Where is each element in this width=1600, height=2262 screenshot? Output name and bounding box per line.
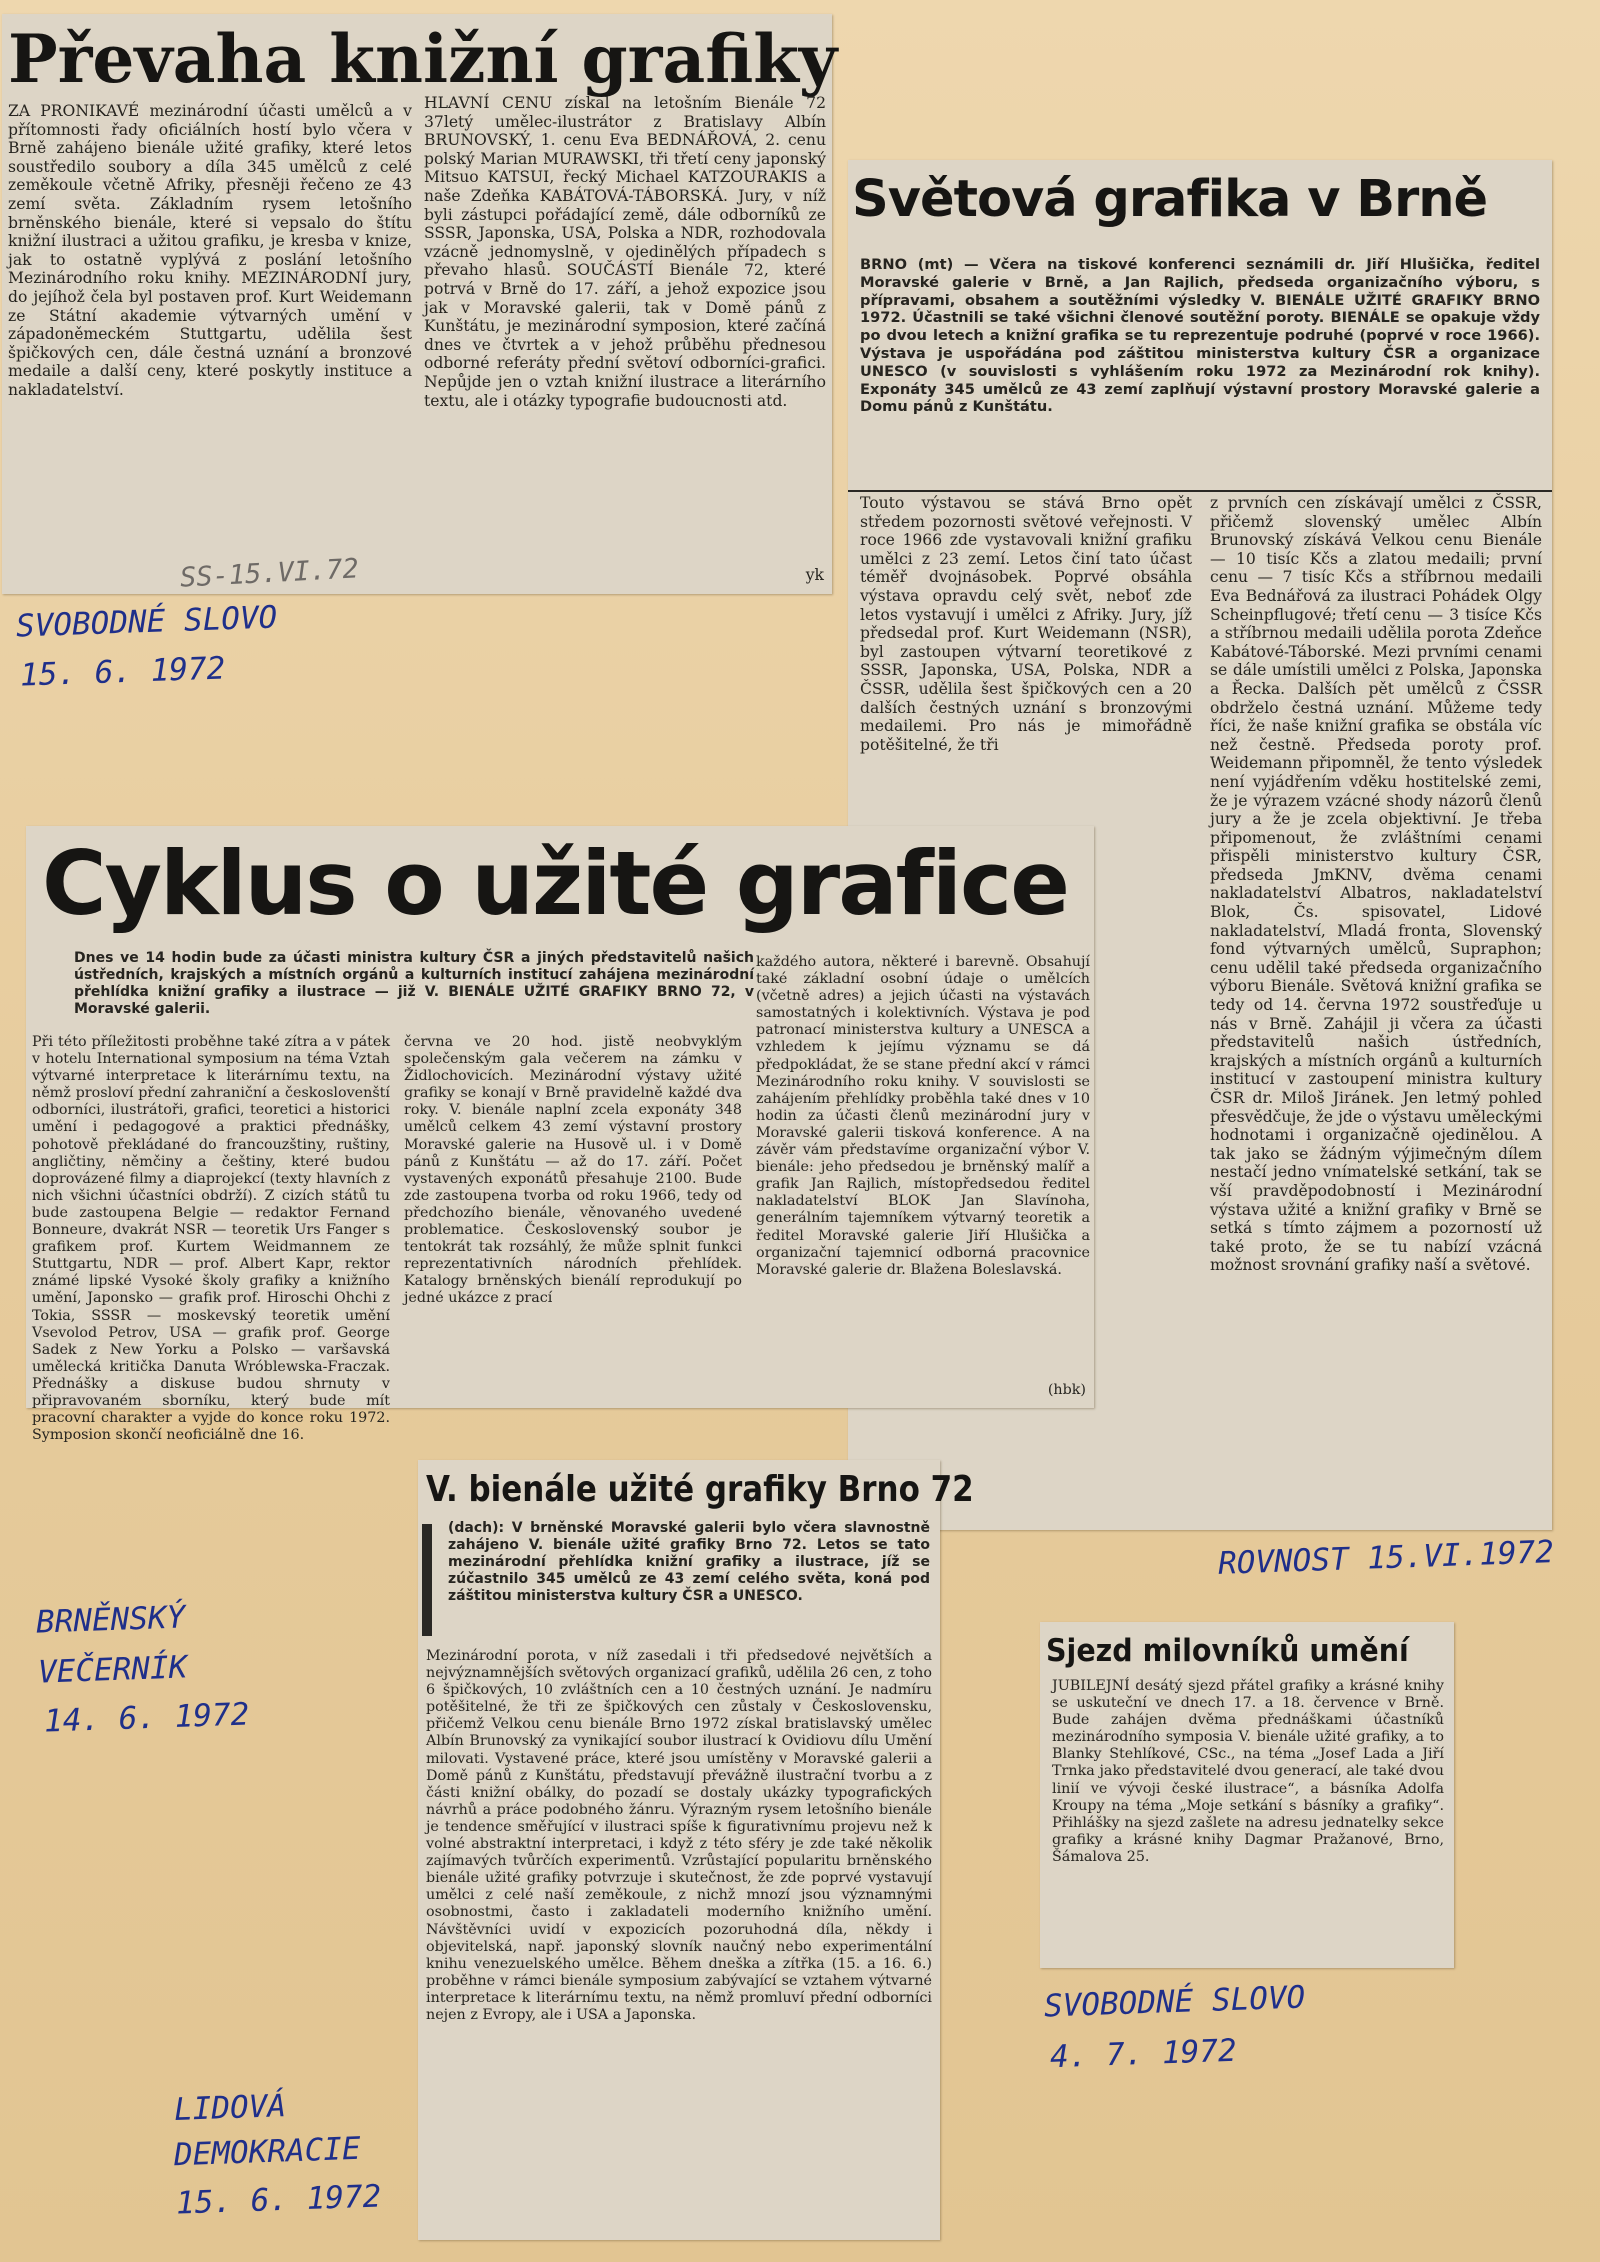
bienale-lede: (dach): V brněnské Moravské galerii bylo včera slavnostně zahájeno V. bienále užité grafiky Brno 72. Letos se tato mezinárodní přehlídka knižní grafiky a ilustrace, jíž se zúčastnilo 345 umělců ze 43 zemí celého světa, koná pod záštitou ministerstva kultury ČSR a UNESCO.	[448, 1520, 930, 1604]
cyklus-column-1: Při této příležitosti proběhne také zítra a v pátek v hotelu International symposium na téma Vztah výtvarné interpretace k literárnímu textu, na němž prosloví přední zahraniční a českoslovenští odborníci, ilustrátoři, grafici, teoretici a historici umění i pedagogové a praktici přednášky, pohotově překládané do francouzštiny, ruštiny, angličtiny, němčiny a češtiny, které budou doprovázené filmy a diaprojekcí (texty hlavních z nich všichni účastníci obdrží). Z cizích států tu bude zastoupena Belgie — redaktor Fernand Bonneure, dvakrát NSR — teoretik Urs Fanger s grafikem prof. Kurtem Weidmannem ze Stuttgartu, NDR — prof. Albert Kapr, rektor známé lipské Vysoké školy grafiky a knižního umění, Japonsko — grafik prof. Hiroschi Ohchi z Tokia, SSSR — moskevský teoretik umění Vsevolod Petrov, USA — grafik prof. George Sadek z New Yorku a Polsko — varšavská umělecká kritička Danuta Wróblewska-Fraczak. Přednášky a diskuse budou shrnuty v připravovaném sborníku, který bude mít pracovní charakter a vyjde do konce roku 1972. Symposion skončí neoficiálně dne 16.	[32, 1034, 390, 1444]
clipping-prevaha	[2, 14, 838, 594]
bienale-lede-marker	[422, 1524, 432, 1636]
prevaha-column-2: HLAVNÍ CENU získal na letošním Bienále 72 37letý umělec-ilustrátor z Bratislavy Albín BRUNOVSKÝ, 1. cenu Eva BEDNÁŘOVÁ, 2. cenu polský Marian MURAWSKI, tři třetí ceny japonský Mitsuo KATSUI, řecký Michael KATZOURAKIS a naše Zdeňka KABÁTOVÁ-TÁBORSKÁ. Jury, v níž byli zástupci pořádající země, dále odborníků ze SSSR, Japonska, USA, Polska a NDR, rozhodovala vzácně jednomyslně, v ojedinělých případech s převaho hlasů. SOUČÁSTÍ Bienále 72, které potrvá v Brně do 17. září, a jehož expozice jsou jak v Moravské galerii, tak v Domě pánů z Kunštátu, je mezinárodní symposion, které začíná dnes ve čtvrtek a v jehož průběhu přednesou odborné referáty přední světoví odborníci-grafici. Nepůjde jen o vztah knižní ilustrace a literárního textu, ale i otázky typografie budoucnosti atd.	[424, 94, 826, 410]
note-vecernik-line-1: BRNĚNSKÝ	[35, 1599, 186, 1641]
svetova-column-1: Touto výstavou se stává Brno opět středem pozornosti světové veřejnosti. V roce 1966 zde vystavovali knižní grafiku umělci z 23 zemí. Letos činí tato účast téměř dvojnásobek. Poprvé obsáhla výstava opravdu celý svět, neboť zde letos vystavují i umělci z Afriky. Jury, jíž předsedal prof. Kurt Weidemann (NSR), byl zastoupen výtvarní teoretikové z SSSR, Japonska, USA, Polska, NDR a ČSSR, udělila šest špičkových cen a 20 dalších čestných uznání s bronzovými medailemi. Pro nás je mimořádně potěšitelné, že tři	[860, 494, 1192, 754]
cyklus-lede: Dnes ve 14 hodin bude za účasti ministra kultury ČSR a jiných představitelů našich ústředních, krajských a místních orgánů a kulturních institucí zahájena mezinárodní přehlídka knižní grafiky a ilustrace — již V. BIENÁLE UŽITÉ GRAFIKY BRNO 72, v Moravské galerii.	[74, 950, 754, 1017]
note-svobodne-slovo-1-name: SVOBODNÉ SLOVO	[15, 599, 278, 645]
headline-sjezd: Sjezd milovníků umění	[1046, 1633, 1409, 1669]
cyklus-column-3: každého autora, některé i barevně. Obsahují také základní osobní údaje o umělcích (včetně adres) a jejich účasti na výstavách samostatných i kolektivních. Výstava je pod patronací ministerstva kultury a UNESCA a vzhledem k jejímu významu se dá předpokládat, že se stane přední akcí v rámci Mezinárodního roku knihy. V souvislosti se zahájením přehlídky proběhla také dnes v 10 hodin za účasti členů mezinárodní jury v Moravské galerii tisková konference. A na závěr vám představíme organizační výbor V. bienále: jeho předsedou je brněnský malíř a grafik Jan Rajlich, místopředsedou ředitel nakladatelství BLOK Jan Slavínoha, generálním tajemníkem výtvarný teoretik a ředitel Moravské galerie Jiří Hlušička a organizační tajemnicí odborná pracovnice Moravské galerie dr. Blažena Boleslavská.	[756, 954, 1090, 1278]
headline-bienale: V. bienále užité grafiky Brno 72	[426, 1469, 974, 1510]
note-svobodne-slovo-2-name: SVOBODNÉ SLOVO	[1043, 1979, 1306, 2025]
svetova-column-2: z prvních cen získávají umělci z ČSSR, přičemž slovenský umělec Albín Brunovský získává Velkou cenu Bienále — 10 tisíc Kčs a zlatou medaili; první cenu — 7 tisíc Kčs a stříbrnou medaili Eva Bednářová za ilustraci Pohádek Olgy Scheinpflugové; třetí cenu — 3 tisíce Kčs a stříbrnou medaili udělila porota Zdeňce Kabátové-Táborské. Mezi prvními cenami se dále umístili umělci z Polska, Japonska a Řecka. Dalších pět umělců z ČSSR obdrželo čestná uznání. Můžeme tedy říci, že naše knižní grafika se obstála víc než čestně. Předseda poroty prof. Weidemann připomněl, že tento výsledek není vyjádřením vděku hostitelské zemi, že je výrazem vzácné shody názorů členů jury a že je zcela objektivní. Je třeba připomenout, že zvláštními cenami přispěli ministerstvo kultury ČSR, předseda JmKNV, dvěma cenami nakladatelství Albatros, nakladatelství Blok, Čs. spisovatel, Lidové nakladatelství, Mladá fronta, Slovenský fond výtvarných umělců, Supraphon; cenu udělil také předseda organizačního výboru Bienále. Světová knižní grafika se tedy od 14. června 1972 soustřeďuje u nás v Brně. Zahájil ji včera za účasti představitelů našich ústředních, krajských a místních orgánů a kulturních institucí v zastoupení ministra kultury ČSR dr. Miloš Jiránek. Jen letmý pohled přesvědčuje, že jde o výstavu uměleckými hodnotami i organizačně ojedinělou. A tak jako se žádným výjimečným dílem nestačí jedno vnímatelské setkání, tak se vší pravděpodobností i Mezinárodní výstava užité a knižní grafiky v Brně se setká s tímto zájmem a pozorností už také proto, že se tu nabízí vzácná možnost srovnání grafiky naší a světové.	[1210, 494, 1542, 1275]
sjezd-body: JUBILEJNÍ desátý sjezd přátel grafiky a krásné knihy se uskuteční ve dnech 17. a 18. července v Brně. Bude zahájen dvěma přednáškami účastníků mezinárodního symposia V. bienále užité grafiky, a to Blanky Stehlíkové, CSc., na téma „Josef Lada a Jiří Trnka jako představitelé dvou generací, ale také dvou linií ve vývoji české ilustrace“, a básníka Adolfa Kroupy na téma „Moje setkání s básníky a grafiky“. Přihlášky na sjezd zašlete na adresu jednatelky sekce grafiky a krásné knihy Dagmar Pražanové, Brno, Šámalova 25.	[1052, 1678, 1444, 1865]
note-lidova-date: 15. 6. 1972	[175, 2178, 382, 2222]
bienale-body: Mezinárodní porota, v níž zasedali i tři předsedové největších a nejvýznamnějších světových organizací grafiků, udělila 26 cen, z toho 6 špičkových, 10 zvláštních cen a 10 čestných uznání. Je nadmíru potěšitelné, že tři ze špičkových cen zůstaly v Československu, přičemž Velkou cenu bienále Brno 1972 získal bratislavský umělec Albín Brunovský za vynikající soubor ilustrací k Ovidiovu dílu Umění milovati. Vystavené práce, které jsou umístěny v Moravské galerii a Domě pánů z Kunštátu, představují převážně ilustrační tvorbu a z části knižní obálky, do pozadí se dostaly ukázky typografických návrhů a práce podobného žánru. Výrazným rysem letošního bienále je tendence směřující v ilustraci spíše k figurativnímu projevu než k volné abstraktní interpretaci, i když z této sféry je zde také několik zajímavých tvůrčích experimentů. Vzrůstající popularitu brněnského bienále užité grafiky potvrzuje i skutečnost, že zde poprvé vystavují umělci z celé naší zeměkoule, z nichž mnozí jsou významnými osobnostmi, často i zakladateli moderního knižního umění. Návštěvníci uvidí v expozicích pozoruhodná díla, někdy i objevitelská, např. japonský slovník naučný nebo experimentální knihu venezuelského umělce. Během dneška a zítřka (15. a 16. 6.) proběhne v rámci bienále symposium zabývající se vztahem výtvarné interpretace k literárnímu textu, na němž promluví přední odborníci nejen z Evropy, ale i USA a Japonska.	[426, 1648, 932, 2023]
note-lidova-line-1: LIDOVÁ	[173, 2088, 287, 2128]
note-lidova-line-2: DEMOKRACIE	[173, 2130, 362, 2174]
cyklus-signature: (hbk)	[1047, 1382, 1086, 1398]
cyklus-column-2: června ve 20 hod. jistě neobvyklým společenským gala večerem na zámku v Židlochovicích. Mezinárodní výstavy užité grafiky se konají v Brně pravidelně každé dva roky. V. bienále naplní zcela exponáty 348 umělců celkem 43 zemí výstavní prostory Moravské galerie na Husově ul. i v Domě pánů z Kunštátu — až do 17. září. Počet vystavených exponátů přesahuje 2100. Bude zde zastoupena tvorba od roku 1966, tedy od předchozího bienále, věnovaného uvedené problematice. Československý soubor je tentokrát tak rozsáhlý, že může splnit funkci reprezentativních národních přehlídek. Katalogy brněnských bienálí reprodukují po jedné ukázce z prací	[404, 1034, 742, 1307]
headline-prevaha: Převaha knižní grafiky	[8, 20, 838, 98]
note-vecernik-date: 14. 6. 1972	[43, 1696, 250, 1740]
clipping-cyklus	[26, 826, 1094, 1444]
note-rovnost: ROVNOST 15.VI.1972	[1217, 1534, 1555, 1582]
headline-cyklus: Cyklus o užité grafice	[42, 832, 1068, 935]
note-svobodne-slovo-1-date: 15. 6. 1972	[19, 650, 226, 694]
note-vecernik-line-2: VEČERNÍK	[37, 1649, 188, 1691]
clipping-sjezd	[1040, 1622, 1454, 1968]
headline-svetova: Světová grafika v Brně	[852, 170, 1488, 229]
note-svobodne-slovo-2-date: 4. 7. 1972	[1049, 2032, 1238, 2076]
pencil-note-prevaha: SS-15.VI.72	[179, 553, 360, 594]
clipping-bienale	[418, 1460, 974, 2240]
prevaha-signature: yk	[805, 566, 824, 584]
svetova-divider	[848, 490, 1552, 492]
svetova-lede: BRNO (mt) — Včera na tiskové konferenci seznámili dr. Jiří Hlušička, ředitel Moravské galerie v Brně, a Jan Rajlich, předseda organizačního výboru, s přípravami, obsahem a soutěžními výsledky V. BIENÁLE UŽITÉ GRAFIKY BRNO 1972. Účastnili se také všichni členové soutěžní poroty. BIENÁLE se opakuje vždy po dvou letech a knižní grafika se tu reprezentuje podruhé (poprvé v roce 1966). Výstava je uspořádána pod záštitou ministerstva kultury ČSR a organizace UNESCO (v souvislosti s vyhlášením roku 1972 za Mezinárodní rok knihy). Exponáty 345 umělců ze 43 zemí zaplňují výstavní prostory Moravské galerie a Domu pánů z Kunštátu.	[860, 256, 1540, 416]
prevaha-column-1: ZA PRONIKAVÉ mezinárodní účasti umělců a v přítomnosti řady oficiálních hostí bylo včera v Brně zahájeno bienále užité grafiky, které letos soustředilo soubory a díla 345 umělců z celé zeměkoule včetně Afriky, přesněji řečeno ze 43 zemí světa. Základním rysem letošního brněnského bienále, které si vepsalo do štítu knižní ilustraci a užitou grafiku, je kresba v knize, jak to ostatně vyplývá z poslání letošního Mezinárodního roku knihy. MEZINÁRODNÍ jury, do jejíhož čela byl postaven prof. Kurt Weidemann ze Státní akademie výtvarných umění v západoněmeckém Stuttgartu, udělila šest špičkových cen, dále čestná uznání a bronzové medaile a další ceny, které poskytly instituce a nakladatelství.	[8, 102, 412, 399]
